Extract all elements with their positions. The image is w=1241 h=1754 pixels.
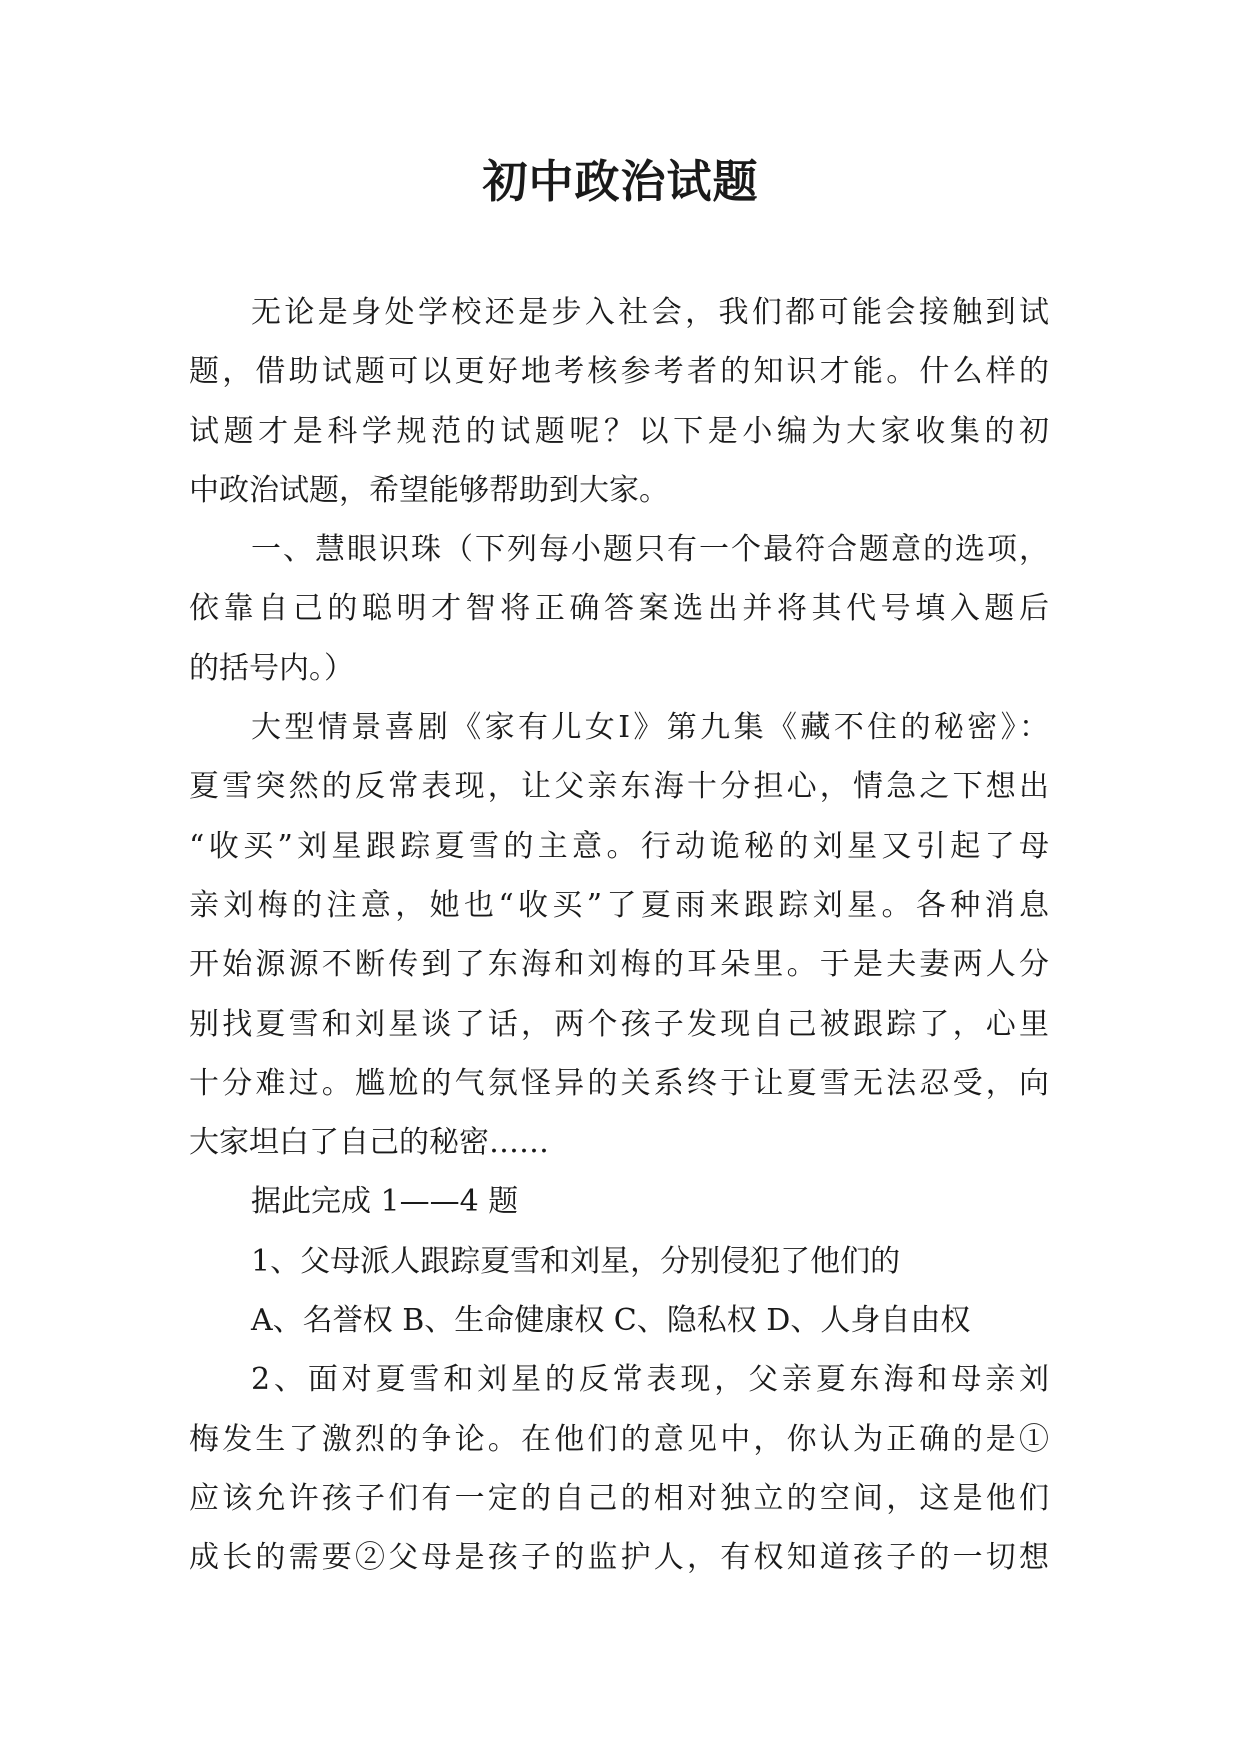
text-line: 大家坦白了自己的秘密……	[189, 1125, 549, 1161]
text-line: 的括号内。）	[189, 650, 354, 686]
section-heading-line: 一、慧眼识珠（下列每小题只有一个最符合题意的选项，	[251, 532, 1049, 568]
text-line: 依靠自己的聪明才智将正确答案选出并将其代号填入题后	[189, 591, 1049, 627]
text-line: 题，借助试题可以更好地考核参考者的知识才能。什么样的	[189, 354, 1049, 390]
instruction-line: 据此完成 1——4 题	[251, 1184, 519, 1220]
text-line: 无论是身处学校还是步入社会，我们都可能会接触到试	[251, 295, 1049, 330]
options-line: A、名誉权 B、生命健康权 C、隐私权 D、人身自由权	[251, 1303, 971, 1339]
text-line: 亲刘梅的注意，她也“收买”了夏雨来跟踪刘星。各种消息	[189, 887, 1049, 923]
text-line: 应该允许孩子们有一定的自己的相对独立的空间，这是他们	[189, 1480, 1049, 1516]
text-line: 夏雪突然的反常表现，让父亲东海十分担心，情急之下想出	[189, 769, 1049, 805]
text-line: 试题才是科学规范的试题呢？以下是小编为大家收集的初	[189, 413, 1049, 449]
text-line: 别找夏雪和刘星谈了话，两个孩子发现自己被跟踪了，心里	[189, 1006, 1049, 1042]
text-line: 开始源源不断传到了东海和刘梅的耳朵里。于是夫妻两人分	[189, 947, 1049, 983]
text-line: 成长的需要②父母是孩子的监护人，有权知道孩子的一切想	[189, 1540, 1049, 1576]
text-line: 中政治试题，希望能够帮助到大家。	[189, 472, 669, 508]
text-line: 大型情景喜剧《家有儿女Ⅰ》第九集《藏不住的秘密》：	[251, 710, 1049, 746]
text-line: 梅发生了激烈的争论。在他们的意见中，你认为正确的是①	[189, 1421, 1049, 1457]
document-title: 初中政治试题	[482, 155, 759, 208]
text-line: 十分难过。尴尬的气氛怪异的关系终于让夏雪无法忍受，向	[189, 1065, 1049, 1101]
question-line: 2、面对夏雪和刘星的反常表现，父亲夏东海和母亲刘	[251, 1362, 1049, 1398]
text-line: “收买”刘星跟踪夏雪的主意。行动诡秘的刘星又引起了母	[189, 828, 1049, 864]
question-line: 1、父母派人跟踪夏雪和刘星，分别侵犯了他们的	[251, 1243, 901, 1279]
document-body	[189, 283, 1049, 1588]
